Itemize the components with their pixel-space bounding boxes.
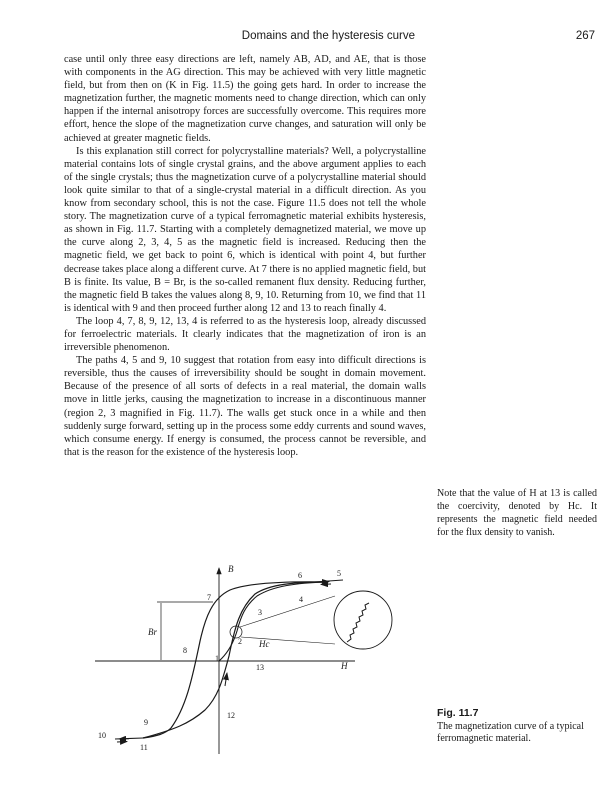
lower-branch (143, 582, 328, 738)
point-label: 11 (140, 743, 148, 752)
body-text (64, 53, 426, 459)
arrow-from-10 (117, 742, 127, 743)
initial-curve (219, 582, 328, 661)
point-label: 8 (183, 646, 187, 655)
axis-label-b: B (228, 564, 234, 574)
margin-note: Note that the value of H at 13 is called the coercivity, denoted by Hc. It represents the magnetic field needed for the flux density to vanish. (437, 488, 597, 539)
paragraph: case until only three easy directions are left, namely AB, AD, and AE, that is those with components in the AG direction. This may be achieved with very little magnetic field, but from then on (K in Fig. 11.5) the going gets hard. In order to increase the magnetization further, the magnetic moments need to change direction, which can only happen if the internal anisotropy forces are successfully overcome. This requires more effort, hence the slope of the magnetization curve changes, and saturation will only be achieved at greater magnetic fields. (64, 54, 426, 144)
zoom-line-bottom (241, 637, 335, 644)
point-label: 13 (256, 663, 264, 672)
paragraph: Is this explanation still correct for polycrystalline materials? Well, a polycrystalline material contains lots of single crystal grains, and the above argument applies to each of the single crystals; thus the magnetization curve of a polycrystalline material should look quite similar to that of a single-crystal material in a difficult direction. As you know from secondary school, this is not the case. Figure 11.5 does not tell the whole story. The magnetization curve of a typical ferromagnetic material exhibits hysteresis, as shown in Fig. 11.7. Starting with a completely demagnetized material, we move up the curve along 2, 3, 4, 5 as the magnetic field is increased. Reducing then the magnetic field, we get back to point 6, which is identical with point 4, but further decrease takes place along a different curve. At 7 there is no applied magnetic field, but B is finite. Its value, B = Br, is the so-called remanent flux density. Reducing further, the magnetic field B takes the values along 8, 9, 10. Returning from 10, we find that 11 is identical with 9 and then proceed further along 12 and 13 to reach finally 4. (64, 145, 426, 314)
point-label: 6 (298, 571, 302, 580)
page-number: 267 (575, 30, 595, 42)
running-header (0, 30, 615, 46)
point-label: 3 (258, 608, 262, 617)
caption-text: The magnetization curve of a typical ferromagnetic material. (437, 720, 584, 744)
upper-branch (143, 582, 328, 738)
point-label: 5 (337, 569, 341, 578)
remanence-label: Br (148, 627, 157, 637)
paragraph: The loop 4, 7, 8, 9, 12, 13, 4 is referred to as the hysteresis loop, already discussed for ferroelectric materials. It clearly indicates that the magnetization of iron is an irreversible phenomenon. (64, 315, 426, 354)
point-label: 1 (215, 654, 219, 663)
point-label: 2 (238, 637, 242, 646)
point-label: 4 (299, 595, 303, 604)
axis-label-h: H (341, 661, 348, 671)
point-label: 9 (144, 718, 148, 727)
detail-circle-magnified (334, 591, 392, 649)
coercivity-label: Hc (259, 639, 270, 649)
hysteresis-figure (95, 556, 425, 756)
zoom-line-top (240, 596, 335, 627)
point-label: 12 (227, 711, 235, 720)
paragraph: The paths 4, 5 and 9, 10 suggest that rotation from easy into difficult directions is reversible, thus the causes of irreversibility should be sought in domain movement. Because of the presence of all sorts of defects in a real material, the domain walls move in little jerks, causing the magnetization to increase in a discontinuous manner (region 2, 3 magnified in Fig. 11.7). The walls get stuck once in a while and then suddenly surge forward, setting up in the process some eddy currents and sound waves, which consume energy. If energy is consumed, the process cannot be reversible, and that is the reason for the existence of the hysteresis loop. (64, 355, 426, 458)
caption-label: Fig. 11.7 (437, 707, 479, 719)
arrow-up-curve (225, 673, 227, 686)
point-label: 7 (207, 593, 211, 602)
point-label: 10 (98, 731, 106, 740)
running-title: Domains and the hysteresis curve (241, 30, 415, 42)
figure-caption (437, 707, 602, 746)
